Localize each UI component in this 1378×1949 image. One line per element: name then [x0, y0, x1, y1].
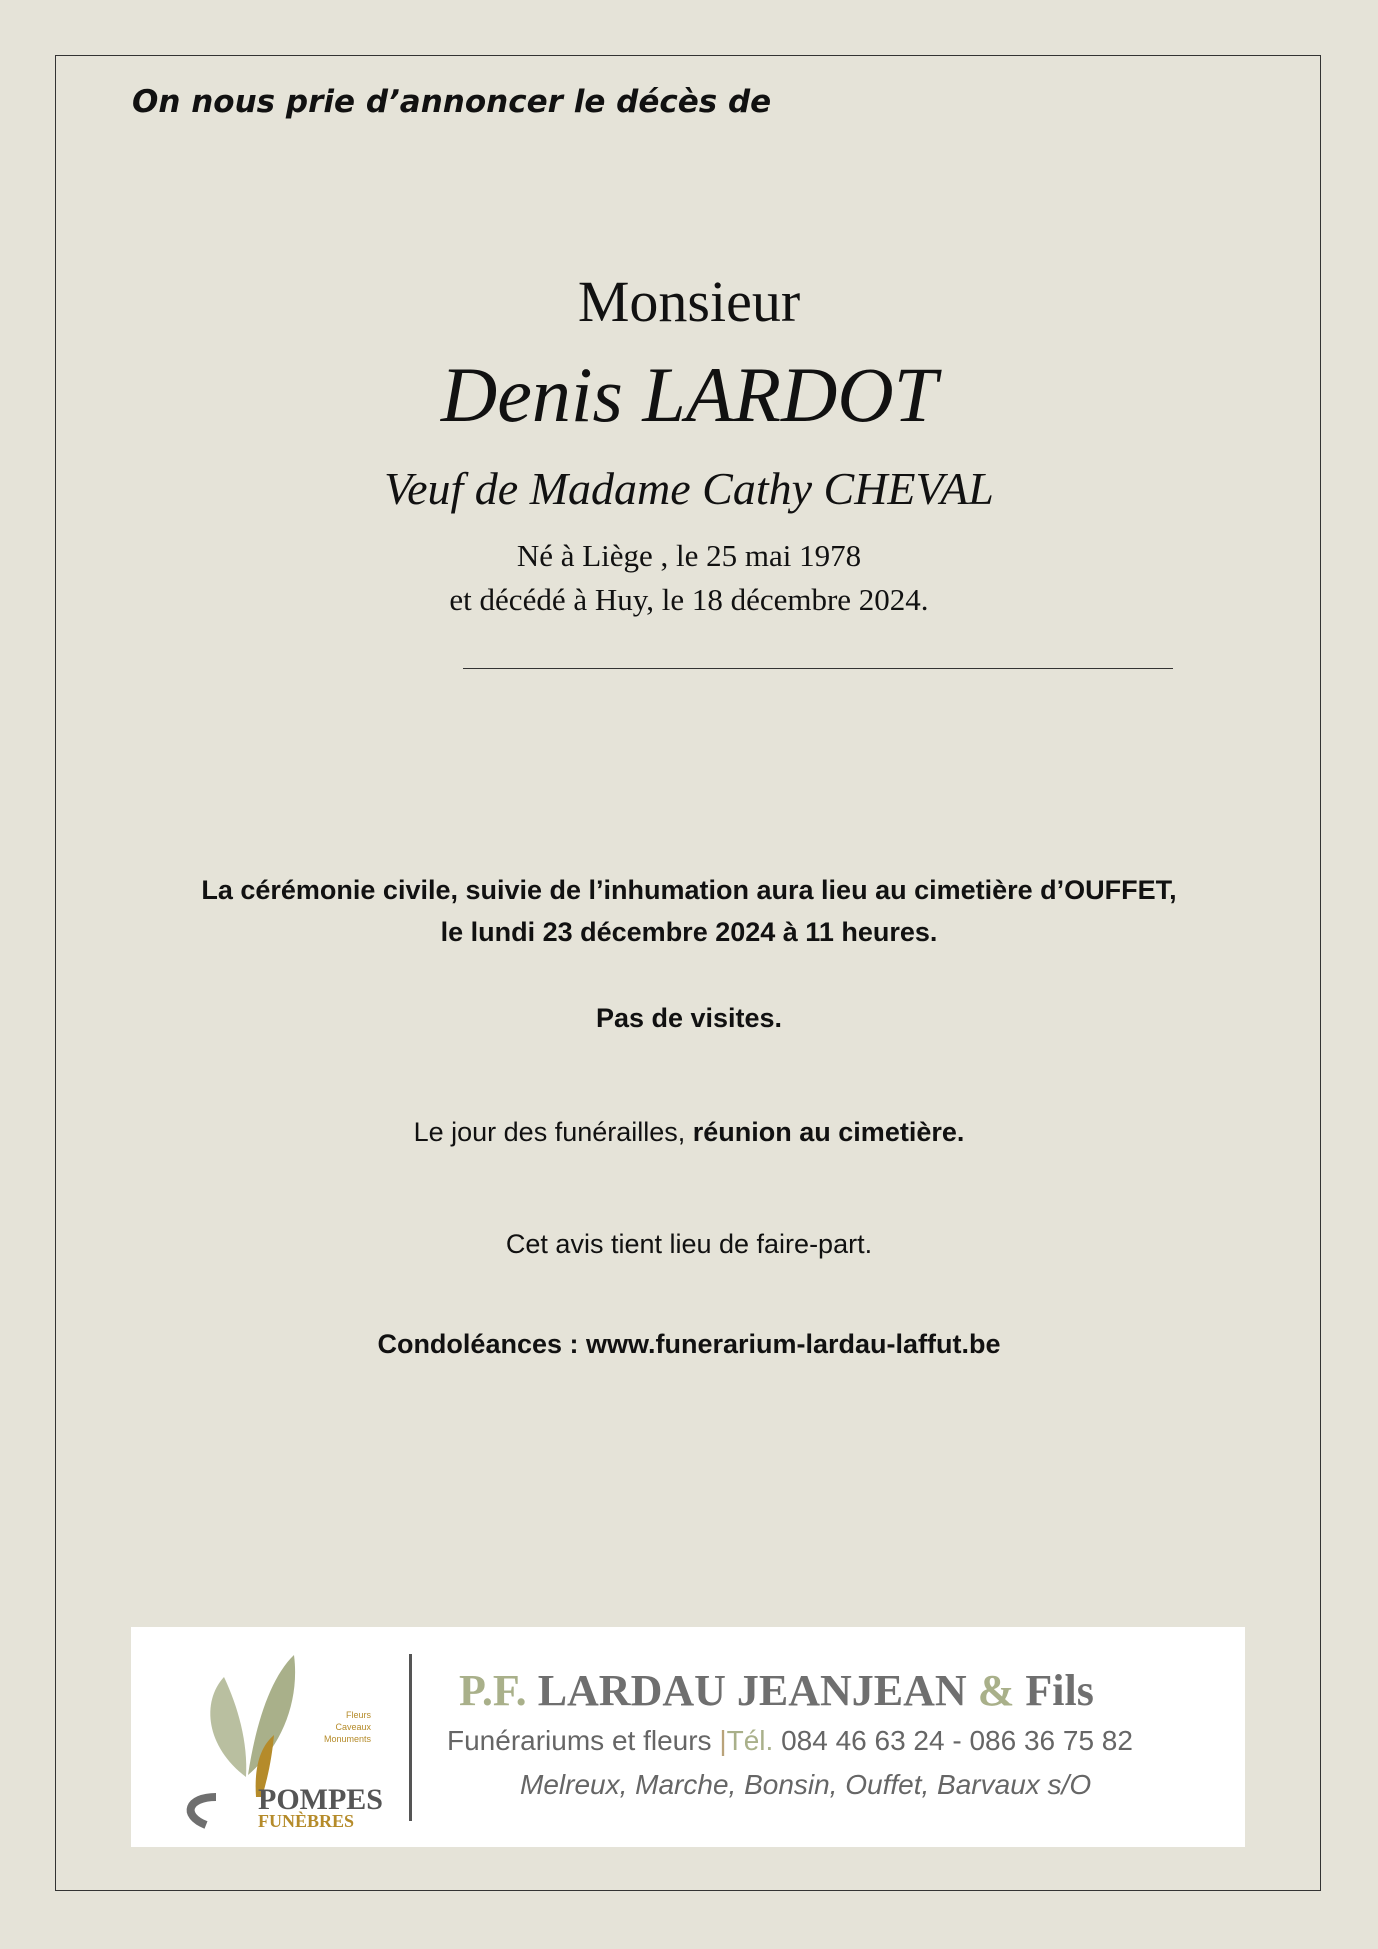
intro-text: On nous prie d’annoncer le décès de [132, 84, 772, 120]
logo-main-text: POMPES [258, 1783, 383, 1816]
ceremony-line-1: La cérémonie civile, suivie de l’inhumation aura lieu au cimetière d’OUFFET, [201, 875, 1177, 905]
tagline-tel: Tél. [726, 1725, 774, 1756]
banner-separator [409, 1654, 412, 1821]
widow-line: Veuf de Madame Cathy CHEVAL [384, 463, 994, 514]
person-title: Monsieur [577, 269, 801, 334]
funeral-home-banner [131, 1627, 1245, 1847]
no-visits-text: Pas de visites. [595, 1003, 783, 1033]
logo-services [301, 1709, 371, 1745]
brand-tagline [447, 1725, 1133, 1757]
brand-name [459, 1665, 1094, 1716]
logo-service-1: Fleurs [345, 1710, 371, 1720]
birth-line: Né à Liège , le 25 mai 1978 [516, 538, 862, 573]
logo-sub-text: FUNÈBRES [258, 1811, 355, 1831]
brand-amp: & [977, 1666, 1015, 1715]
condolences-text: Condoléances : www.funerarium-lardau-laffut.be [377, 1329, 1001, 1359]
brand-main: LARDAU JEANJEAN [537, 1666, 967, 1715]
tagline-phones: 084 46 63 24 - 086 36 75 82 [773, 1725, 1133, 1756]
reunion-prefix: Le jour des funérailles, [413, 1117, 693, 1147]
brand-locations: Melreux, Marche, Bonsin, Ouffet, Barvaux s/O [520, 1769, 1092, 1800]
divider-line [463, 668, 1173, 669]
person-name: Denis LARDOT [440, 351, 938, 438]
brand-pf: P.F. [459, 1666, 527, 1715]
brand-fils: Fils [1025, 1666, 1094, 1715]
reunion-text [0, 1117, 1378, 1148]
logo-service-3: Monuments [323, 1734, 371, 1744]
faire-part-text: Cet avis tient lieu de faire-part. [505, 1229, 873, 1259]
tagline-main: Funérariums et fleurs [447, 1725, 720, 1756]
death-line: et décédé à Huy, le 18 décembre 2024. [449, 582, 929, 617]
ceremony-line-2: le lundi 23 décembre 2024 à 11 heures. [440, 917, 938, 947]
logo-service-2: Caveaux [335, 1722, 371, 1732]
tagline-bar: | [719, 1725, 727, 1756]
reunion-emphasis: réunion au cimetière. [692, 1117, 965, 1147]
